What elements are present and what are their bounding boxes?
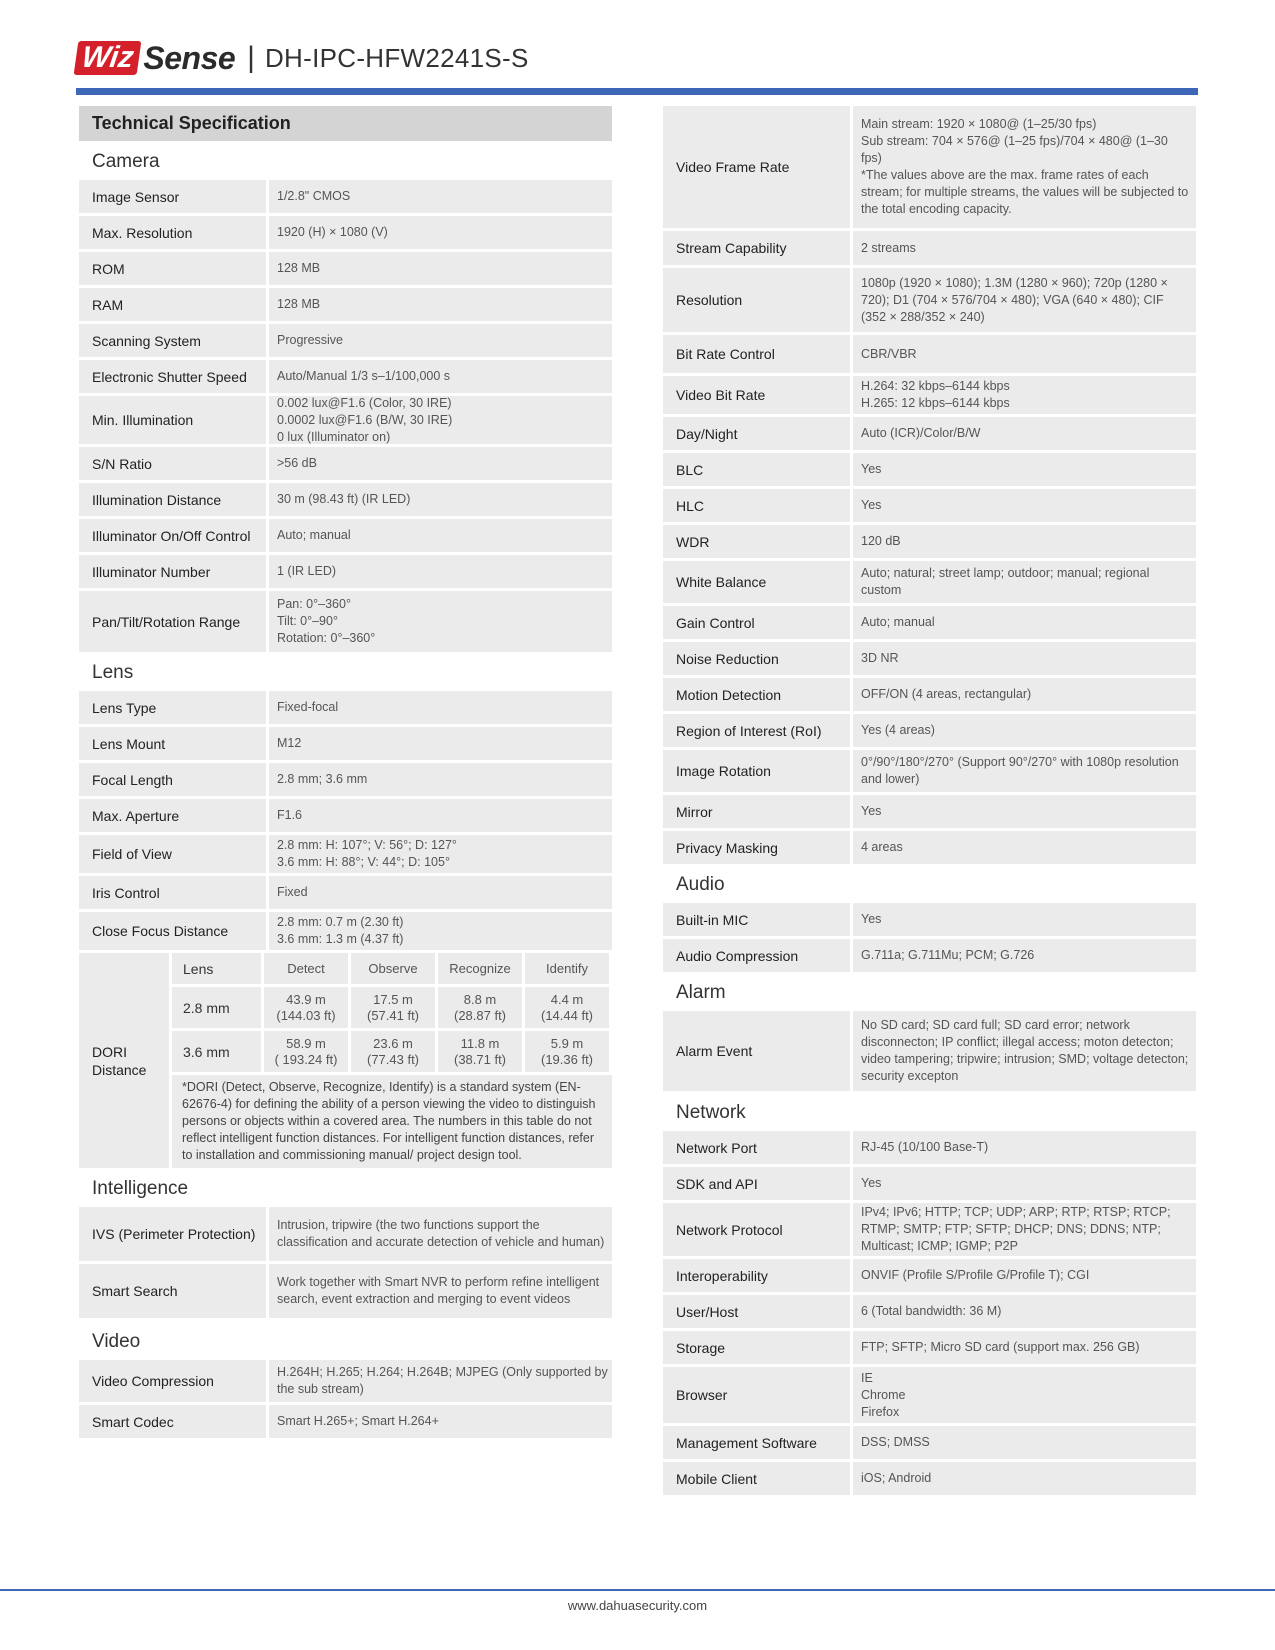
right-column bbox=[663, 106, 1196, 1498]
spec-value bbox=[853, 678, 1196, 711]
network-table bbox=[663, 1131, 1196, 1495]
spec-value-line: 4 areas bbox=[861, 840, 903, 854]
spec-value bbox=[269, 1264, 612, 1318]
spec-value-line: 120 dB bbox=[861, 534, 901, 548]
video-table bbox=[663, 106, 1196, 864]
spec-row bbox=[663, 106, 1196, 228]
dori-cell: 17.5 m (57.41 ft) bbox=[351, 987, 435, 1028]
spec-row bbox=[79, 763, 612, 796]
dori-cell: 5.9 m (19.36 ft) bbox=[525, 1031, 609, 1072]
spec-value-line: Yes bbox=[861, 498, 882, 512]
spec-value-line: Smart H.265+; Smart H.264+ bbox=[277, 1414, 439, 1428]
dori-label-line-2: Distance bbox=[92, 1061, 147, 1078]
spec-value bbox=[269, 180, 612, 213]
dori-cell: 58.9 m ( 193.24 ft) bbox=[264, 1031, 348, 1072]
spec-value-line: 1 (IR LED) bbox=[277, 564, 337, 578]
spec-row bbox=[663, 525, 1196, 558]
spec-key: Lens Mount bbox=[79, 727, 266, 760]
spec-row bbox=[79, 180, 612, 213]
spec-value bbox=[853, 1011, 1196, 1091]
spec-value-line: 128 MB bbox=[277, 261, 321, 275]
spec-key: IVS (Perimeter Protection) bbox=[79, 1207, 266, 1261]
spec-row bbox=[79, 591, 612, 652]
spec-row bbox=[663, 561, 1196, 603]
spec-key: Iris Control bbox=[79, 876, 266, 909]
spec-value-line: Tilt: 0°–90° bbox=[277, 614, 338, 628]
left-column bbox=[79, 106, 612, 1441]
spec-value-line: Yes bbox=[861, 462, 882, 476]
spec-value-line: 3.6 mm: H: 88°; V: 44°; D: 105° bbox=[277, 855, 450, 869]
spec-value-line: OFF/ON (4 areas, rectangular) bbox=[861, 687, 1032, 701]
spec-key: Audio Compression bbox=[663, 939, 850, 972]
spec-value bbox=[853, 1331, 1196, 1364]
section-camera: Camera bbox=[92, 151, 160, 172]
section-network: Network bbox=[676, 1102, 746, 1123]
spec-value-line: 2.8 mm: H: 107°; V: 56°; D: 127° bbox=[277, 838, 457, 852]
spec-key: Network Port bbox=[663, 1131, 850, 1164]
spec-value-line: Auto/Manual 1/3 s–1/100,000 s bbox=[277, 369, 451, 383]
spec-value-line: Yes (4 areas) bbox=[861, 723, 935, 737]
spec-row bbox=[663, 1203, 1196, 1256]
spec-value bbox=[853, 268, 1196, 332]
spec-value bbox=[269, 912, 612, 950]
spec-value bbox=[269, 763, 612, 796]
spec-key: Browser bbox=[663, 1367, 850, 1423]
spec-value bbox=[269, 216, 612, 249]
spec-value bbox=[269, 483, 612, 516]
spec-value-line: Pan: 0°–360° bbox=[277, 597, 351, 611]
spec-value-line: 0.002 lux@F1.6 (Color, 30 IRE) bbox=[277, 395, 452, 410]
spec-key: Alarm Event bbox=[663, 1011, 850, 1091]
dori-lens-cell: 3.6 mm bbox=[172, 1031, 261, 1072]
spec-value bbox=[853, 1131, 1196, 1164]
spec-row bbox=[79, 396, 612, 444]
spec-row bbox=[79, 483, 612, 516]
spec-value-line: CBR/VBR bbox=[861, 346, 917, 361]
spec-key: Motion Detection bbox=[663, 678, 850, 711]
spec-value bbox=[853, 489, 1196, 522]
spec-key: Mobile Client bbox=[663, 1462, 850, 1495]
spec-value bbox=[269, 324, 612, 357]
spec-value bbox=[853, 106, 1196, 228]
spec-value-line: Fixed bbox=[277, 885, 308, 899]
spec-key: Image Rotation bbox=[663, 750, 850, 792]
dori-header-recognize: Recognize bbox=[438, 953, 522, 984]
spec-row bbox=[663, 714, 1196, 747]
spec-value bbox=[853, 939, 1196, 972]
spec-row bbox=[79, 876, 612, 909]
spec-row bbox=[663, 1462, 1196, 1495]
spec-value bbox=[853, 376, 1196, 414]
spec-row bbox=[79, 1264, 612, 1318]
spec-value bbox=[853, 1167, 1196, 1200]
spec-value-line: Chrome bbox=[861, 1387, 906, 1402]
dori-header-identify: Identify bbox=[525, 953, 609, 984]
spec-row bbox=[79, 835, 612, 873]
spec-value-line: H.264H; H.265; H.264; H.264B; MJPEG (Only supported by the sub stream) bbox=[277, 1365, 608, 1396]
spec-key: Focal Length bbox=[79, 763, 266, 796]
spec-value-line: F1.6 bbox=[277, 808, 303, 822]
spec-row bbox=[663, 268, 1196, 332]
spec-key: Smart Codec bbox=[79, 1405, 266, 1438]
spec-value-line: 1920 (H) × 1080 (V) bbox=[277, 225, 388, 239]
spec-value-line: 0°/90°/180°/270° (Support 90°/270° with 1080p resolution and lower) bbox=[861, 755, 1179, 786]
spec-row bbox=[79, 912, 612, 950]
spec-value-line: 0 lux (Illuminator on) bbox=[277, 429, 391, 444]
spec-row bbox=[663, 1426, 1196, 1459]
spec-key: Mirror bbox=[663, 795, 850, 828]
spec-value-line: Auto (ICR)/Color/B/W bbox=[861, 426, 981, 440]
wizsense-logo bbox=[76, 38, 235, 78]
spec-value-line: Fixed-focal bbox=[277, 700, 339, 714]
dori-cell: 11.8 m (38.71 ft) bbox=[438, 1031, 522, 1072]
spec-key: Day/Night bbox=[663, 417, 850, 450]
spec-value bbox=[853, 1462, 1196, 1495]
spec-key: Bit Rate Control bbox=[663, 335, 850, 373]
spec-value-line: 1/2.8" CMOS bbox=[277, 189, 351, 203]
spec-value-line: Auto; manual bbox=[861, 615, 935, 629]
spec-key: Gain Control bbox=[663, 606, 850, 639]
spec-row bbox=[663, 376, 1196, 414]
spec-value-line: Main stream: 1920 × 1080@ (1–25/30 fps) bbox=[861, 117, 1097, 131]
spec-value-line: H.265: 12 kbps–6144 kbps bbox=[861, 396, 1010, 410]
spec-value bbox=[853, 417, 1196, 450]
spec-row bbox=[79, 1405, 612, 1438]
spec-key: HLC bbox=[663, 489, 850, 522]
spec-value-line: IPv4; IPv6; HTTP; TCP; UDP; ARP; RTP; RTSP; RTCP; RTMP; SMTP; FTP; SFTP; DHCP; DNS; DDNS; NTP; Multicast; ICMP; IGMP; P2P bbox=[861, 1205, 1171, 1253]
spec-value-line: 3.6 mm: 1.3 m (4.37 ft) bbox=[277, 932, 404, 946]
spec-key: Min. Illumination bbox=[79, 396, 266, 444]
dori-body bbox=[169, 953, 612, 1168]
spec-value-line: Auto; manual bbox=[277, 528, 351, 542]
spec-value-line: *The values above are the max. frame rates of each stream; for multiple streams, the values will be subjected to the total encoding capacity. bbox=[861, 168, 1189, 216]
spec-value bbox=[269, 288, 612, 321]
spec-value bbox=[853, 714, 1196, 747]
spec-key: Illumination Distance bbox=[79, 483, 266, 516]
spec-key: BLC bbox=[663, 453, 850, 486]
spec-value-line: Yes bbox=[861, 804, 882, 818]
spec-key: ROM bbox=[79, 252, 266, 285]
dori-footnote: *DORI (Detect, Observe, Recognize, Identify) is a standard system (EN-62676-4) for defining the ability of a person viewing the video to distinguish persons or objects within a covered area. The numbers in this table do not reflect intelligent function distances. For intelligent function distances, refer to installation and commissioning manual/ project design tool. bbox=[172, 1075, 612, 1168]
spec-value bbox=[853, 1203, 1196, 1256]
spec-title: Technical Specification bbox=[79, 106, 612, 141]
spec-row bbox=[663, 489, 1196, 522]
spec-key: Video Bit Rate bbox=[663, 376, 850, 414]
dori-header-detect: Detect bbox=[264, 953, 348, 984]
footer-rule bbox=[0, 1589, 1275, 1591]
spec-key: Stream Capability bbox=[663, 231, 850, 265]
spec-value-line: >56 dB bbox=[277, 456, 317, 470]
spec-value-line: iOS; Android bbox=[861, 1471, 932, 1485]
spec-value-line: 1080p (1920 × 1080); 1.3M (1280 × 960); 720p (1280 × 720); D1 (704 × 576/704 × 480); VGA (640 × 480); CIF (352 × 288/352 × 240) bbox=[861, 275, 1168, 324]
spec-row bbox=[663, 335, 1196, 373]
spec-row bbox=[79, 360, 612, 393]
spec-value-line: 2 streams bbox=[861, 240, 916, 255]
header-separator: | bbox=[247, 41, 255, 74]
spec-row bbox=[79, 216, 612, 249]
spec-row bbox=[79, 1207, 612, 1261]
spec-value bbox=[269, 555, 612, 588]
spec-value-line: RJ-45 (10/100 Base-T) bbox=[861, 1140, 989, 1154]
spec-key: Built-in MIC bbox=[663, 903, 850, 936]
header-accent-bar bbox=[76, 88, 1198, 95]
spec-key: Max. Resolution bbox=[79, 216, 266, 249]
spec-value bbox=[853, 642, 1196, 675]
spec-value bbox=[269, 691, 612, 724]
spec-value-line: Yes bbox=[861, 1176, 882, 1190]
logo-wiz-text: Wiz bbox=[74, 41, 142, 75]
spec-value bbox=[269, 727, 612, 760]
spec-value-line: FTP; SFTP; Micro SD card (support max. 256 GB) bbox=[861, 1340, 1140, 1354]
spec-row bbox=[79, 1360, 612, 1402]
dori-header-observe: Observe bbox=[351, 953, 435, 984]
spec-key: Interoperability bbox=[663, 1259, 850, 1292]
spec-key: Image Sensor bbox=[79, 180, 266, 213]
spec-row bbox=[663, 1011, 1196, 1091]
spec-value-line: Yes bbox=[861, 912, 882, 926]
spec-key: Max. Aperture bbox=[79, 799, 266, 832]
spec-value-line: G.711a; G.711Mu; PCM; G.726 bbox=[861, 948, 1035, 962]
spec-row bbox=[79, 288, 612, 321]
spec-key: Resolution bbox=[663, 268, 850, 332]
spec-row bbox=[663, 1167, 1196, 1200]
spec-value bbox=[853, 903, 1196, 936]
spec-value bbox=[853, 606, 1196, 639]
spec-value bbox=[853, 831, 1196, 864]
spec-key: Electronic Shutter Speed bbox=[79, 360, 266, 393]
spec-value-line: IE bbox=[861, 1370, 873, 1385]
spec-value bbox=[269, 799, 612, 832]
dori-header-row bbox=[169, 953, 612, 984]
spec-value-line: Rotation: 0°–360° bbox=[277, 631, 376, 645]
spec-key: SDK and API bbox=[663, 1167, 850, 1200]
spec-value bbox=[269, 1207, 612, 1261]
spec-key: RAM bbox=[79, 288, 266, 321]
spec-value-line: 30 m (98.43 ft) (IR LED) bbox=[277, 492, 411, 506]
spec-row bbox=[663, 231, 1196, 265]
spec-row bbox=[663, 1367, 1196, 1423]
spec-value bbox=[853, 525, 1196, 558]
section-lens: Lens bbox=[92, 662, 134, 683]
spec-value-line: Sub stream: 704 × 576@ (1–25 fps)/704 × 480@ (1–30 fps) bbox=[861, 134, 1168, 165]
spec-value-line: ONVIF (Profile S/Profile G/Profile T); CGI bbox=[861, 1268, 1090, 1282]
spec-value-line: 0.0002 lux@F1.6 (B/W, 30 IRE) bbox=[277, 412, 453, 427]
spec-key: Management Software bbox=[663, 1426, 850, 1459]
camera-table bbox=[79, 180, 612, 652]
spec-key: Pan/Tilt/Rotation Range bbox=[79, 591, 266, 652]
spec-value-line: Work together with Smart NVR to perform refine intelligent search, event extraction and merging to event videos bbox=[277, 1275, 600, 1306]
video-compression-table bbox=[79, 1360, 612, 1438]
spec-row bbox=[663, 1331, 1196, 1364]
spec-value-line: H.264: 32 kbps–6144 kbps bbox=[861, 379, 1010, 393]
spec-key: Lens Type bbox=[79, 691, 266, 724]
spec-row bbox=[663, 642, 1196, 675]
spec-value bbox=[853, 1295, 1196, 1328]
spec-value bbox=[853, 561, 1196, 603]
spec-value-line: Firefox bbox=[861, 1404, 900, 1419]
logo-sense-text: Sense bbox=[143, 39, 236, 76]
spec-value-line: 6 (Total bandwidth: 36 M) bbox=[861, 1304, 1002, 1318]
spec-value bbox=[269, 591, 612, 652]
dori-label bbox=[79, 953, 169, 1168]
spec-key: Network Protocol bbox=[663, 1203, 850, 1256]
dori-label-line-1: DORI bbox=[92, 1043, 127, 1060]
spec-row bbox=[663, 1131, 1196, 1164]
spec-value bbox=[853, 231, 1196, 265]
spec-value bbox=[853, 453, 1196, 486]
spec-row bbox=[79, 324, 612, 357]
spec-value bbox=[853, 1426, 1196, 1459]
model-number: DH-IPC-HFW2241S-S bbox=[264, 42, 529, 73]
spec-row bbox=[663, 750, 1196, 792]
dori-lens-cell: 2.8 mm bbox=[172, 987, 261, 1028]
spec-value bbox=[269, 252, 612, 285]
spec-key: Video Frame Rate bbox=[663, 106, 850, 228]
document-header bbox=[76, 38, 529, 78]
spec-row bbox=[79, 447, 612, 480]
spec-value bbox=[853, 335, 1196, 373]
spec-row bbox=[79, 691, 612, 724]
spec-value-line: 128 MB bbox=[277, 297, 321, 311]
spec-value bbox=[269, 1360, 612, 1402]
spec-row bbox=[663, 939, 1196, 972]
spec-value bbox=[269, 447, 612, 480]
dori-cell: 4.4 m (14.44 ft) bbox=[525, 987, 609, 1028]
spec-key: Illuminator Number bbox=[79, 555, 266, 588]
spec-row bbox=[79, 727, 612, 760]
lens-table bbox=[79, 691, 612, 950]
spec-key: Video Compression bbox=[79, 1360, 266, 1402]
spec-row bbox=[663, 1259, 1196, 1292]
dori-header-lens: Lens bbox=[172, 953, 261, 984]
spec-value bbox=[853, 1367, 1196, 1423]
dori-cell: 23.6 m (77.43 ft) bbox=[351, 1031, 435, 1072]
spec-value-line: 2.8 mm; 3.6 mm bbox=[277, 772, 368, 786]
dori-row-3-6mm bbox=[169, 1031, 612, 1072]
spec-key: Noise Reduction bbox=[663, 642, 850, 675]
spec-value-line: DSS; DMSS bbox=[861, 1435, 930, 1449]
spec-row bbox=[79, 252, 612, 285]
section-alarm: Alarm bbox=[676, 982, 726, 1003]
spec-value-line: 2.8 mm: 0.7 m (2.30 ft) bbox=[277, 915, 404, 929]
spec-key: Close Focus Distance bbox=[79, 912, 266, 950]
audio-table bbox=[663, 903, 1196, 972]
spec-value-line: Auto; natural; street lamp; outdoor; manual; regional custom bbox=[861, 566, 1150, 597]
spec-value-line: Intrusion, tripwire (the two functions support the classification and accurate detection of vehicle and human) bbox=[277, 1218, 605, 1249]
spec-key: Region of Interest (RoI) bbox=[663, 714, 850, 747]
spec-key: S/N Ratio bbox=[79, 447, 266, 480]
spec-value-line: 3D NR bbox=[861, 651, 899, 665]
spec-row bbox=[663, 1295, 1196, 1328]
section-video: Video bbox=[92, 1331, 141, 1352]
spec-row bbox=[663, 453, 1196, 486]
spec-row bbox=[663, 678, 1196, 711]
dori-row-2-8mm bbox=[169, 987, 612, 1028]
spec-key: Smart Search bbox=[79, 1264, 266, 1318]
spec-row bbox=[663, 606, 1196, 639]
spec-value bbox=[269, 519, 612, 552]
spec-key: Field of View bbox=[79, 835, 266, 873]
spec-row bbox=[79, 555, 612, 588]
spec-value bbox=[269, 360, 612, 393]
section-intelligence: Intelligence bbox=[92, 1178, 189, 1199]
dori-cell: 43.9 m (144.03 ft) bbox=[264, 987, 348, 1028]
alarm-table bbox=[663, 1011, 1196, 1091]
spec-row bbox=[79, 519, 612, 552]
spec-key: Privacy Masking bbox=[663, 831, 850, 864]
spec-value bbox=[853, 795, 1196, 828]
spec-value bbox=[853, 750, 1196, 792]
spec-value-line: No SD card; SD card full; SD card error; network disconnecton; IP conflict; illegal access; moton detecton; video tampering; tripwire; intrusion; SMD; voltage detecton; security excepton bbox=[861, 1018, 1189, 1083]
spec-value bbox=[269, 1405, 612, 1438]
spec-value-line: Progressive bbox=[277, 333, 343, 347]
spec-row bbox=[663, 795, 1196, 828]
spec-value-line: M12 bbox=[277, 736, 302, 750]
spec-key: User/Host bbox=[663, 1295, 850, 1328]
spec-key: White Balance bbox=[663, 561, 850, 603]
section-audio: Audio bbox=[676, 874, 725, 895]
footer-url: www.dahuasecurity.com bbox=[567, 1598, 708, 1613]
spec-value bbox=[269, 396, 612, 444]
spec-value bbox=[853, 1259, 1196, 1292]
spec-value bbox=[269, 835, 612, 873]
spec-key: WDR bbox=[663, 525, 850, 558]
spec-value bbox=[269, 876, 612, 909]
spec-row bbox=[663, 417, 1196, 450]
spec-key: Illuminator On/Off Control bbox=[79, 519, 266, 552]
spec-row bbox=[663, 831, 1196, 864]
intelligence-table bbox=[79, 1207, 612, 1318]
spec-row bbox=[79, 799, 612, 832]
dori-distance-table bbox=[79, 953, 612, 1168]
spec-row bbox=[663, 903, 1196, 936]
dori-cell: 8.8 m (28.87 ft) bbox=[438, 987, 522, 1028]
spec-key: Storage bbox=[663, 1331, 850, 1364]
spec-key: Scanning System bbox=[79, 324, 266, 357]
